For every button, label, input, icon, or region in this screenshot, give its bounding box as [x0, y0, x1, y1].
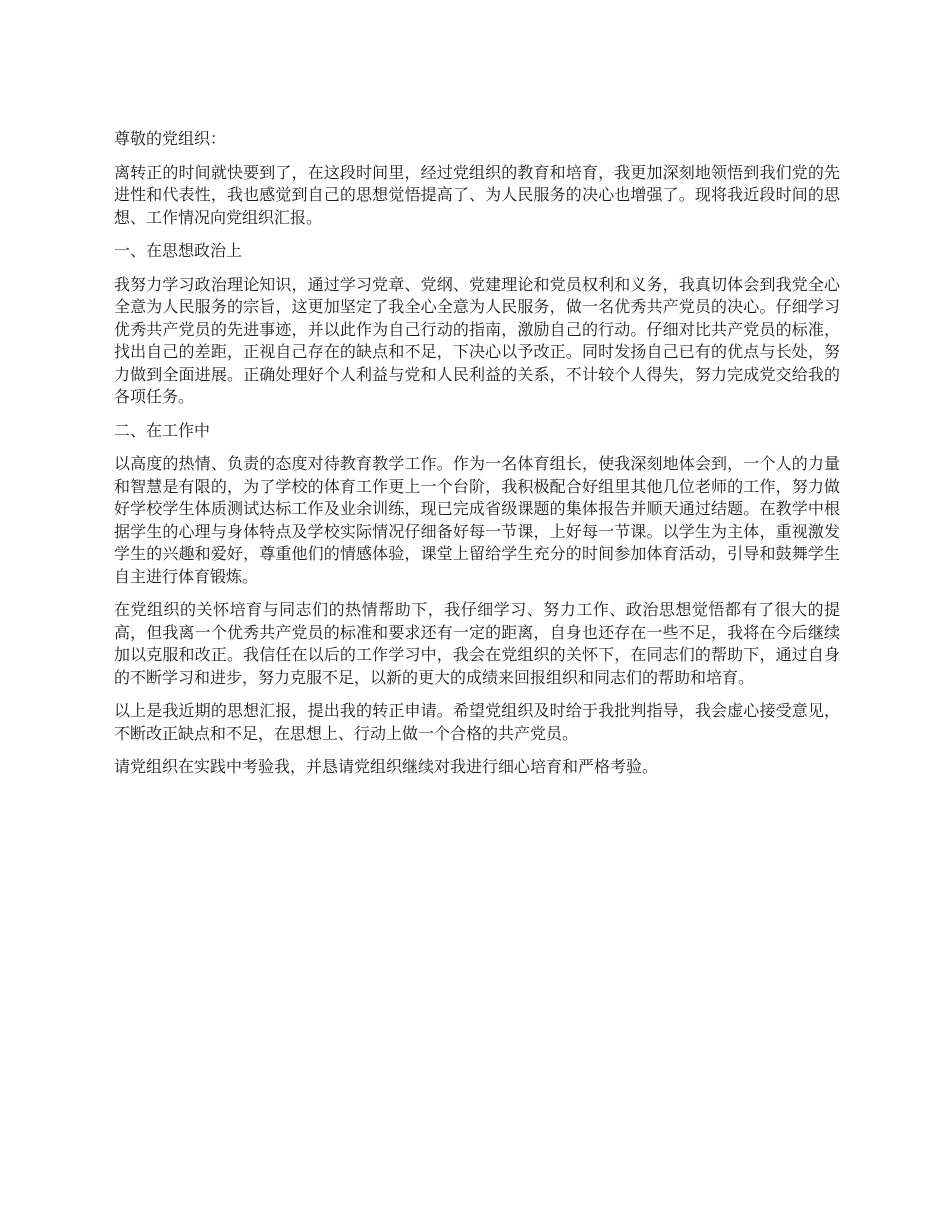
section-heading-work: 二、在工作中 [114, 420, 211, 440]
section-heading-political: 一、在思想政治上 [114, 241, 243, 260]
improvement-paragraph: 在党组织的关怀培育与同志们的热情帮助下，我仔细学习、努力工作、政治思想觉悟都有了很大的提高，但我离一个优秀共产党员的标准和要求还有一定的距离，自身也还存在一些不足，我将在今后继续加以克服和改正。我信任在以后的工作学习中，我会在党组织的关怀下，在同志们的帮助下，通过自身的不断学习和进步，努力克服不足，以新的更大的成绩来回报组织和同志们的帮助和培育。 [114, 600, 840, 687]
section-body-work: 以高度的热情、负责的态度对待教育教学工作。作为一名体育组长，使我深刻地体会到，一个人的力量和智慧是有限的，为了学校的体育工作更上一个台阶，我积极配合好组里其他几位老师的工作，努力做好学校学生体质测试达标工作及业余训练，现已完成省级课题的集体报告并顺天通过结题。在教学中根据学生的心理与身体特点及学校实际情况仔细备好每一节课，上好每一节课。以学生为主体，重视激发学生的兴趣和爱好，尊重他们的情感体验，课堂上留给学生充分的时间参加体育活动，引导和鼓舞学生自主进行体育锻炼。 [114, 454, 840, 586]
application-paragraph: 以上是我近期的思想汇报，提出我的转正申请。希望党组织及时给于我批判指导，我会虚心接受意见，不断改正缺点和不足，在思想上、行动上做一个合格的共产党员。 [114, 701, 840, 743]
section-body-political: 我努力学习政治理论知识，通过学习党章、党纲、党建理论和党员权利和义务，我真切体会到我党全心全意为人民服务的宗旨，这更加坚定了我全心全意为人民服务，做一名优秀共产党员的决心。仔细学习优秀共产党员的先进事迹，并以此作为自己行动的指南，激励自己的行动。仔细对比共产党员的标准，找出自己的差距，正视自己存在的缺点和不足，下决心以予改正。同时发扬自己已有的优点与长处，努力做到全面进展。正确处理好个人利益与党和人民利益的关系，不计较个人得失，努力完成党交给我的各项任务。 [114, 274, 840, 406]
intro-paragraph: 离转正的时间就快要到了，在这段时间里，经过党组织的教育和培育，我更加深刻地领悟到我们党的先进性和代表性，我也感觉到自己的思想觉悟提高了、为人民服务的决心也增强了。现将我近段时间的思想、工作情况向党组织汇报。 [114, 162, 840, 227]
document-body [114, 128, 840, 790]
salutation: 尊敬的党组织： [114, 129, 227, 148]
closing-paragraph: 请党组织在实践中考验我，并恳请党组织继续对我进行细心培育和严格考验。 [114, 757, 659, 776]
